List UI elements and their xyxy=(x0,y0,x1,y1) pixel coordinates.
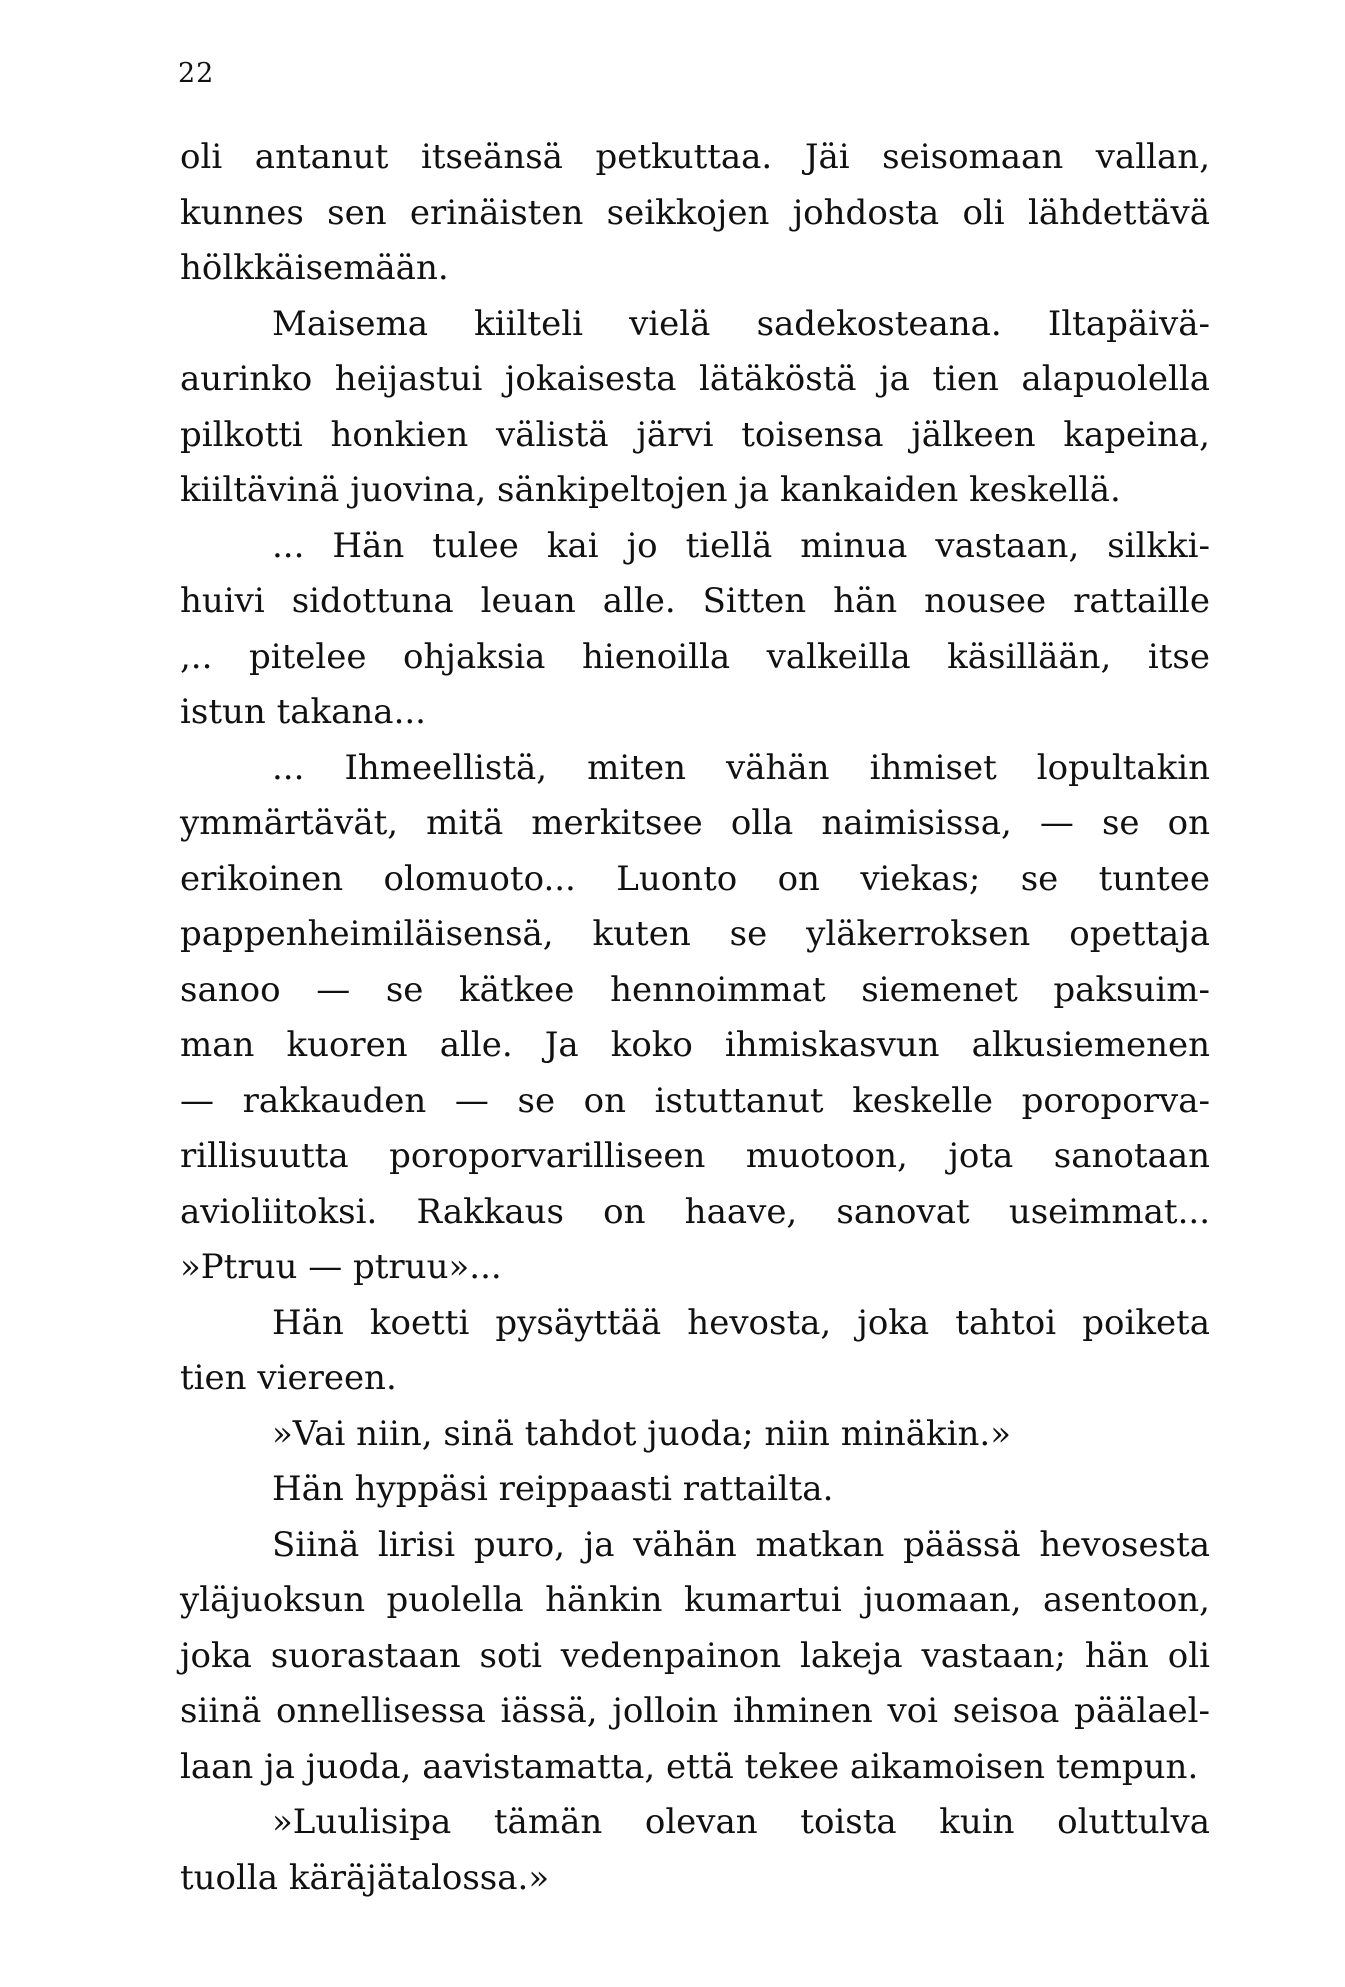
text-line: — rakkauden — se on istuttanut keskelle poroporva- xyxy=(180,1080,1210,1121)
text-line: ... Hän tulee kai jo tiellä minua vastaan, silkki- xyxy=(272,525,1210,566)
text-line: ,.. pitelee ohjaksia hienoilla valkeilla käsillään, itse xyxy=(180,636,1210,677)
text-line: istun takana... xyxy=(180,692,426,732)
text-line: pilkotti honkien välistä järvi toisensa jälkeen kapeina, xyxy=(180,414,1210,455)
text-line: avioliitoksi. Rakkaus on haave, sanovat useimmat... xyxy=(180,1191,1210,1232)
text-line: ymmärtävät, mitä merkitsee olla naimisissa, — se on xyxy=(180,803,1210,843)
text-line: Siinä lirisi puro, ja vähän matkan päässä hevosesta xyxy=(272,1524,1210,1565)
text-line: tien viereen. xyxy=(180,1358,397,1398)
text-line: aurinko heijastui jokaisesta lätäköstä ja tien alapuolella xyxy=(180,359,1210,399)
text-line: Hän hyppäsi reippaasti rattailta. xyxy=(272,1469,834,1509)
text-line: rillisuutta poroporvarilliseen muotoon, jota sanotaan xyxy=(180,1136,1210,1176)
text-line: pappenheimiläisensä, kuten se yläkerroksen opettaja xyxy=(180,914,1210,954)
text-line: joka suorastaan soti vedenpainon lakeja vastaan; hän oli xyxy=(180,1635,1210,1676)
text-line: Hän koetti pysäyttää hevosta, joka tahtoi poiketa xyxy=(272,1302,1210,1343)
text-line: laan ja juoda, aavistamatta, että tekee aikamoisen tempun. xyxy=(180,1746,1199,1787)
text-line: sanoo — se kätkee hennoimmat siemenet paksuim- xyxy=(180,969,1210,1010)
text-line: erikoinen olomuoto... Luonto on viekas; se tuntee xyxy=(180,858,1210,899)
text-line: yläjuoksun puolella hänkin kumartui juomaan, asentoon, xyxy=(180,1580,1210,1620)
page-number: 22 xyxy=(178,58,215,89)
text-line: oli antanut itseänsä petkuttaa. Jäi seisomaan vallan, xyxy=(180,137,1210,177)
text-line: tuolla käräjätalossa.» xyxy=(180,1857,550,1898)
text-line: ... Ihmeellistä, miten vähän ihmiset lopultakin xyxy=(272,747,1210,788)
text-line: Maisema kiilteli vielä sadekosteana. Iltapäivä- xyxy=(272,303,1210,344)
text-line: huivi sidottuna leuan alle. Sitten hän nousee rattaille xyxy=(180,581,1210,621)
text-line: siinä onnellisessa iässä, jolloin ihminen voi seisoa päälael- xyxy=(180,1691,1210,1731)
text-line: »Ptruu — ptruu»... xyxy=(180,1247,502,1287)
body-text xyxy=(180,130,1210,1906)
text-line: »Vai niin, sinä tahdot juoda; niin minäkin.» xyxy=(272,1413,1012,1454)
text-line: »Luulisipa tämän olevan toista kuin oluttulva xyxy=(272,1802,1210,1842)
text-line: hölkkäisemään. xyxy=(180,248,449,288)
text-line: kiiltävinä juovina, sänkipeltojen ja kankaiden keskellä. xyxy=(180,470,1121,510)
text-line: kunnes sen erinäisten seikkojen johdosta oli lähdettävä xyxy=(180,192,1210,233)
text-line: man kuoren alle. Ja koko ihmiskasvun alkusiemenen xyxy=(180,1025,1210,1065)
